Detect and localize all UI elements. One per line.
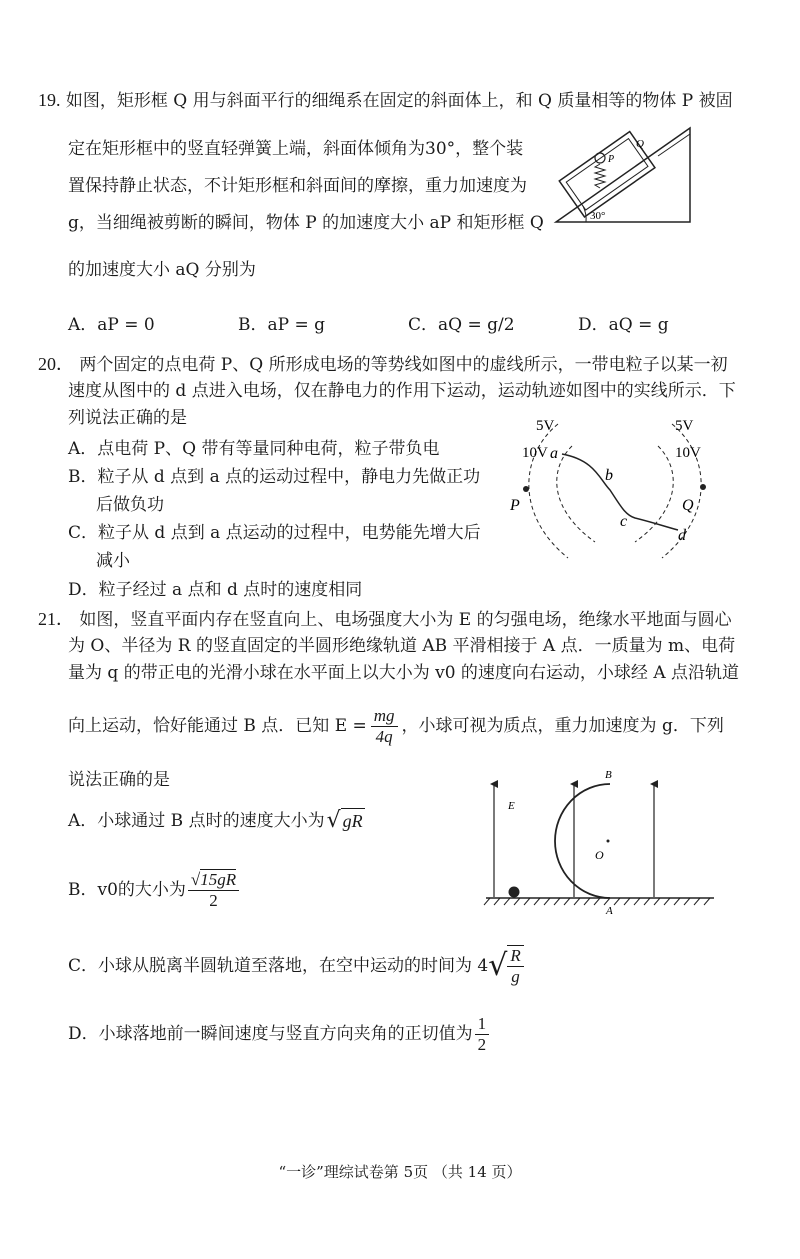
q21-stem-4: 向上运动，恰好能通过 B 点．已知 E =: [68, 716, 367, 736]
q21-option-d-den: 2: [477, 1034, 487, 1054]
center-o: [607, 840, 610, 843]
ball: [509, 887, 520, 898]
charge-p: [523, 486, 529, 492]
page-footer: “一诊”理综试卷第 5页 （共 14 页）: [278, 1163, 522, 1181]
angle-arc: [583, 206, 586, 222]
rope: [658, 134, 690, 156]
label-a: a: [550, 445, 558, 462]
label-p: P: [510, 497, 520, 514]
sqrt-b-radicand: 15gR: [200, 869, 237, 889]
q20-option-c-cont: 减小: [96, 551, 130, 571]
q19-option-a: A．aP = 0: [68, 315, 155, 335]
q20-number: 20．: [38, 354, 74, 374]
label-10v-left: 10V: [522, 445, 548, 461]
q21-frac-num: mg: [371, 706, 398, 727]
equipotential-left-inner: [557, 446, 595, 542]
label-p: P: [608, 154, 615, 165]
q21-option-d-num: 1: [475, 1014, 490, 1035]
label-angle: 30°: [590, 210, 606, 222]
q21-option-d-row: [68, 1006, 489, 1062]
label-b: b: [605, 467, 613, 484]
label-a: A: [606, 905, 613, 917]
q21-option-d: D．小球落地前一瞬间速度与竖直方向夹角的正切值为: [68, 1024, 473, 1044]
label-b: B: [605, 769, 612, 781]
q21-option-c-frac: [507, 945, 523, 987]
charge-q: [700, 484, 706, 490]
q21-stem-5: ，小球可视为质点，重力加速度为 g．下列: [401, 716, 724, 736]
q21-stem-4-row: [68, 696, 724, 756]
q20-option-d: D．粒子经过 a 点和 d 点时的速度相同: [68, 580, 363, 600]
q21-number: 21．: [38, 609, 74, 629]
spring: [595, 164, 605, 188]
label-10v-right: 10V: [675, 445, 701, 461]
q21-frac-e: [371, 706, 398, 747]
q20-figure: [500, 410, 730, 565]
q20-option-b-cont: 后做负功: [96, 495, 164, 515]
sqrt-sign-c: √: [488, 948, 508, 983]
q20-stem-2: 速度从图中的 d 点进入电场，仅在静电力的作用下运动，运动轨迹如图中的实线所示．下: [68, 381, 736, 401]
q19-option-c: C．aQ = g/2: [408, 315, 515, 335]
q21-stem-3: 量为 q 的带正电的光滑小球在水平面上以大小为 v0 的速度向右运动，小球经 A 点沿轨道: [68, 663, 740, 683]
q20-stem-3: 列说法正确的是: [68, 408, 187, 428]
q20-stem-1: 两个固定的点电荷 P、Q 所形成电场的等势线如图中的虚线所示，一带电粒子以某一初: [79, 355, 728, 375]
q21-option-b-den: 2: [209, 890, 218, 910]
label-5v-right: 5V: [675, 418, 694, 434]
label-d: d: [678, 527, 686, 544]
q20-line-1: [38, 352, 728, 377]
q21-stem-6: 说法正确的是: [68, 770, 170, 790]
q21-option-d-frac: [475, 1014, 490, 1055]
label-q: Q: [682, 497, 694, 514]
label-c: c: [620, 513, 628, 530]
label-o: O: [595, 848, 604, 862]
q21-option-b: B．v0的大小为: [68, 880, 186, 900]
q19-option-b: B．aP = g: [238, 315, 326, 335]
q20-option-a: A．点电荷 P、Q 带有等量同种电荷，粒子带负电: [68, 439, 440, 459]
q21-stem-2: 为 O、半径为 R 的竖直固定的半圆形绝缘轨道 AB 平滑相接于 A 点．一质量为 m、电荷: [68, 636, 736, 656]
q19-option-d: D．aQ = g: [578, 315, 669, 335]
q21-option-b-num: [188, 870, 239, 891]
q21-line-1: [38, 607, 732, 632]
sqrt-sign-a: √: [326, 807, 341, 833]
q21-figure: [482, 762, 722, 922]
ground-hatch: [484, 898, 710, 905]
q19-stem-2: 定在矩形框中的竖直轻弹簧上端，斜面体倾角为30°，整个装: [68, 139, 524, 159]
q21-option-c-num: R: [507, 946, 523, 967]
q19-stem-3: 置保持静止状态，不计矩形框和斜面间的摩擦，重力加速度为: [68, 176, 527, 196]
q19-stem-4: g，当细绳被剪断的瞬间，物体 P 的加速度大小 aP 和矩形框 Q: [68, 213, 544, 233]
q19-stem-5: 的加速度大小 aQ 分别为: [68, 260, 256, 280]
q19-line-1: [38, 88, 733, 113]
label-e: E: [508, 800, 515, 812]
sqrt-sign-b: √: [190, 869, 201, 889]
q19-stem-1: 如图，矩形框 Q 用与斜面平行的细绳系在固定的斜面体上，和 Q 质量相等的物体 P 被固: [65, 91, 733, 111]
semicircle-track: [555, 784, 610, 898]
q21-option-a-row: [68, 808, 365, 833]
label-5v-left: 5V: [536, 418, 555, 434]
q21-option-a: A．小球通过 B 点时的速度大小为: [68, 810, 325, 831]
q21-stem-1: 如图，竖直平面内存在竖直向上、电场强度大小为 E 的匀强电场，绝缘水平地面与圆心: [79, 610, 732, 630]
q19-number: 19.: [38, 90, 61, 110]
q21-option-b-frac: [188, 870, 239, 911]
q21-frac-den: 4q: [375, 726, 393, 746]
label-q: Q: [636, 138, 644, 150]
q20-option-c: C．粒子从 d 点到 a 点运动的过程中，电势能先增大后: [68, 523, 481, 543]
q20-option-b: B．粒子从 d 点到 a 点的运动过程中，静电力先做正功: [68, 467, 481, 487]
q21-option-c-row: [68, 938, 524, 994]
q21-option-c-den: g: [511, 967, 520, 986]
q21-option-c: C．小球从脱离半圆轨道至落地，在空中运动的时间为 4: [68, 956, 489, 976]
q21-option-b-row: [68, 862, 239, 918]
sqrt-a-radicand: gR: [341, 808, 365, 833]
q19-figure: [548, 120, 698, 230]
